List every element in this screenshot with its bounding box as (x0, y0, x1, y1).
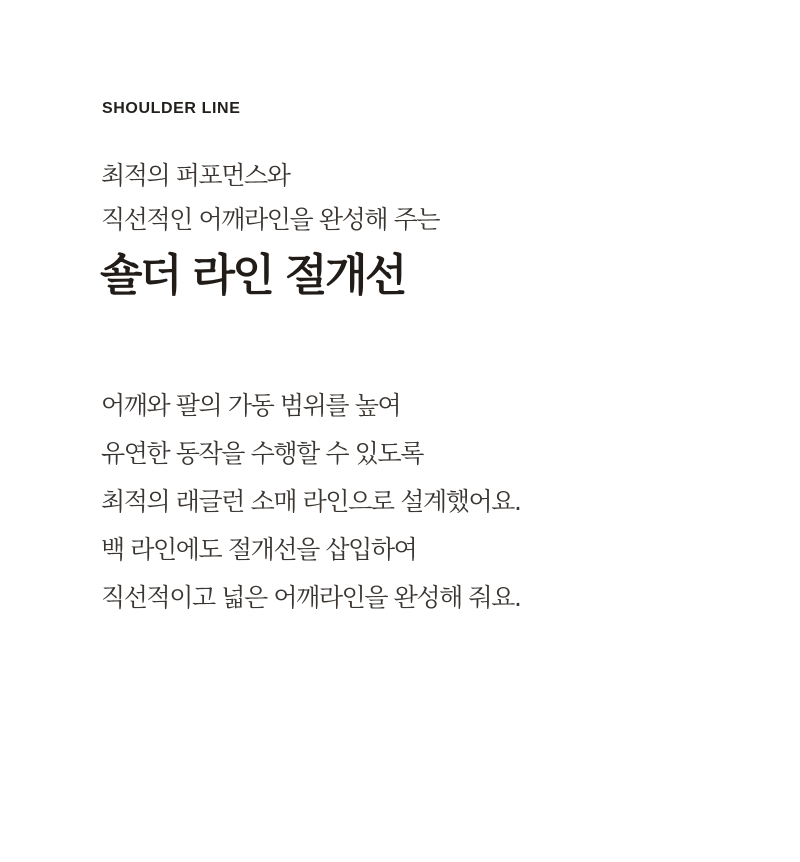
body-line: 직선적이고 넓은 어깨라인을 완성해 줘요. (101, 583, 521, 612)
intro-line: 최적의 퍼포먼스와 (101, 161, 290, 190)
intro-line: 직선적인 어깨라인을 완성해 주는 (101, 205, 440, 234)
body-line: 최적의 래글런 소매 라인으로 설계했어요. (101, 487, 521, 516)
body-line: 어깨와 팔의 가동 범위를 높여 (101, 391, 401, 420)
body-line: 유연한 동작을 수행할 수 있도록 (101, 439, 423, 468)
body-line: 백 라인에도 절개선을 삽입하여 (101, 535, 417, 564)
eyebrow-label: SHOULDER LINE (102, 100, 241, 117)
body-copy (101, 382, 521, 622)
intro-text (101, 154, 439, 242)
feature-headline: 숄더 라인 절개선 (100, 250, 405, 301)
